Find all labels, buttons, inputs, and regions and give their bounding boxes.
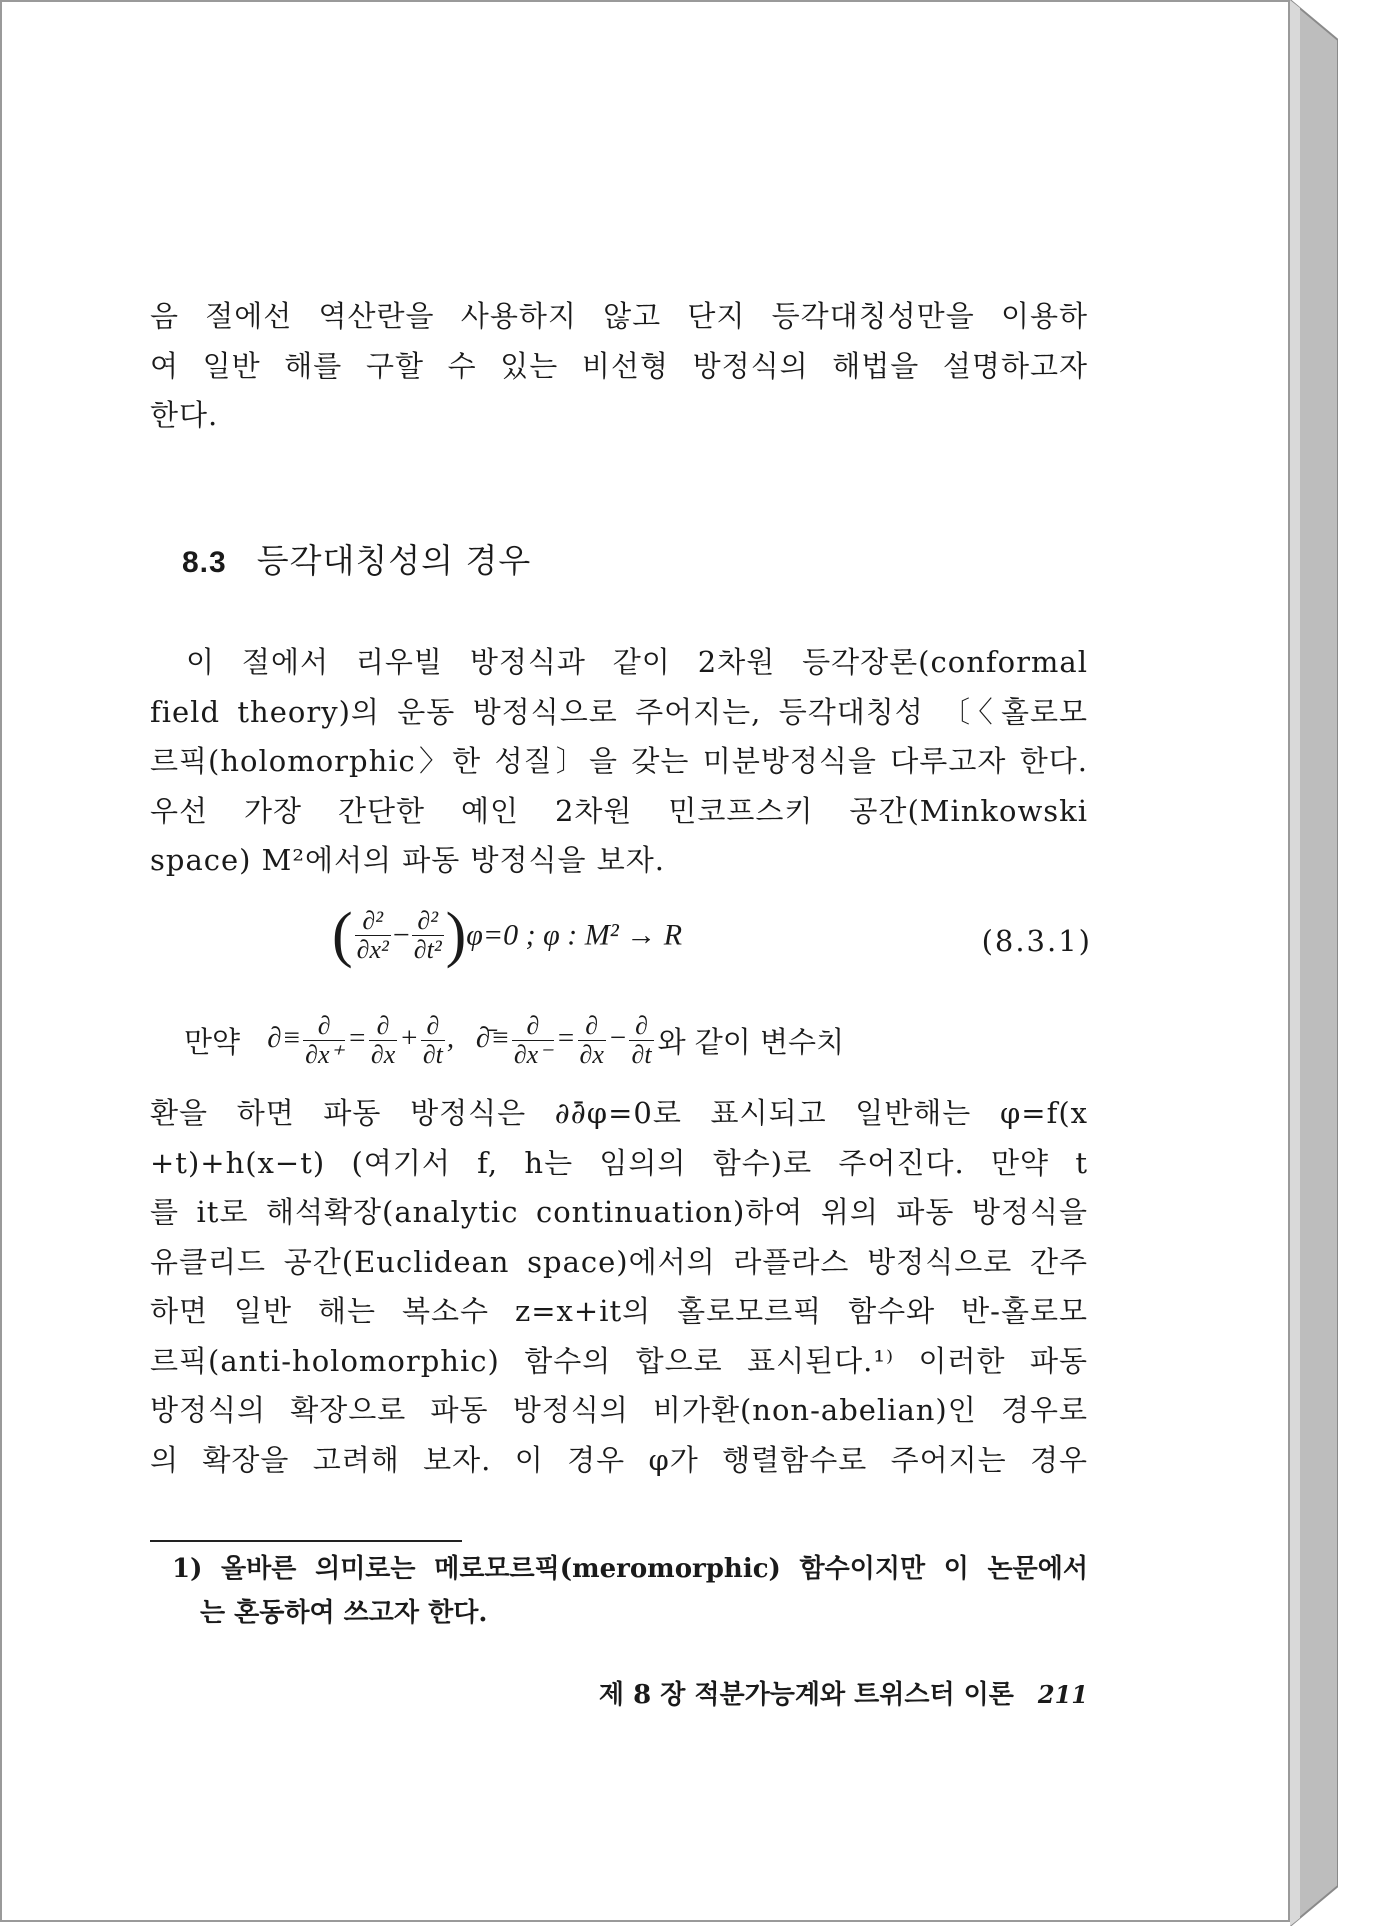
running-footer — [557, 1674, 1088, 1711]
text-line: +t)+h(x−t) (여기서 f, h는 임의의 함수)로 주어진다. 만약 t — [150, 1145, 1088, 1180]
text-line: 를 it로 해석확장(analytic continuation)하여 위의 파동 방정식을 — [150, 1195, 1088, 1229]
equation-body: ( $\frac{\text{∂²}}{\text{∂x²}}$ − $\frac{\text{∂²}}{\text{∂t²}}$ )φ=0 ; φ : M² → R — [332, 901, 683, 969]
section-title: 등각대칭성의 경우 — [256, 541, 532, 580]
paragraph-line-inline-math — [150, 1012, 1088, 1082]
equation-rest: φ=0 ; φ : M² → R — [466, 918, 683, 952]
text-line: 유클리드 공간(Euclidean space)에서의 라플라스 방정식으로 간주 — [150, 1244, 1088, 1279]
text-line: field theory)의 운동 방정식으로 주어지는, 등각대칭성 〔〈홀로모 — [150, 694, 1088, 729]
text-line: 르픽(anti-holomorphic) 함수의 합으로 표시된다.¹⁾ 이러한 파동 — [150, 1343, 1088, 1378]
equation-8-3-1 — [332, 894, 1092, 994]
text-line: 의 확장을 고려해 보자. 이 경우 φ가 행렬함수로 주어지는 경우 — [150, 1442, 1088, 1477]
paragraph-conformal — [150, 638, 1088, 886]
text-fragment: 만약 — [184, 1025, 241, 1059]
footnote-line: 는 혼동하여 쓰고자 한다. — [200, 1598, 488, 1628]
text-line: 방정식의 확장으로 파동 방정식의 비가환(non-abelian)인 경우로 — [150, 1393, 1088, 1427]
section-heading — [182, 535, 531, 582]
inline-math-operator: ∂≡ $\frac{\partial}{\partial x^+}$ = $\frac{\partial}{\partial x}$ + $\frac{\partial}{\partial t}$ , ∂̄≡ $\frac{\partial}{\partial x^-}$ = $\frac{\partial}{\partial x}$ − $\frac{\partial}{\partial t}$ — [267, 1011, 652, 1069]
page-number: 211 — [1037, 1680, 1088, 1709]
text-line: 음 절에선 역산란을 사용하지 않고 단지 등각대칭성만을 이용하 — [150, 299, 1088, 333]
text-line: space) M²에서의 파동 방정식을 보자. — [150, 843, 666, 877]
book-page-edge — [1290, 0, 1338, 1926]
paragraph-wave-equation — [150, 1089, 1088, 1485]
intro-paragraph — [150, 292, 1088, 441]
equation-number: (8.3.1) — [981, 924, 1092, 958]
text-line: 한다. — [150, 398, 219, 432]
text-line: 환을 하면 파동 방정식은 ∂∂̄φ=0로 표시되고 일반해는 φ=f(x — [150, 1096, 1088, 1130]
text-line: 르픽(holomorphic〉한 성질〕을 갖는 미분방정식을 다루고자 한다. — [150, 744, 1088, 778]
text-line: 이 절에서 리우빌 방정식과 같이 2차원 등각장론(conformal — [186, 645, 1088, 679]
footnote — [172, 1547, 1088, 1635]
text-fragment: 와 같이 변수치 — [657, 1025, 845, 1059]
section-number: 8.3 — [182, 546, 227, 579]
fraction: $\frac{\text{∂²}}{\text{∂x²}}$ — [356, 906, 389, 964]
text-line: 우선 가장 간단한 예인 2차원 민코프스키 공간(Minkowski — [150, 793, 1088, 828]
fraction: $\frac{\text{∂²}}{\text{∂t²}}$ — [413, 906, 442, 964]
chapter-title: 제 8 장 적분가능계와 트위스터 이론 — [598, 1680, 1014, 1710]
footnote-divider — [150, 1540, 462, 1542]
text-line: 여 일반 해를 구할 수 있는 비선형 방정식의 해법을 설명하고자 — [150, 348, 1088, 383]
footnote-line: 1) 올바른 의미로는 메로모르픽(meromorphic) 함수이지만 이 논문에서 — [172, 1554, 1088, 1584]
text-line: 하면 일반 해는 복소수 z=x+it의 홀로모르픽 함수와 반-홀로모 — [150, 1294, 1088, 1328]
